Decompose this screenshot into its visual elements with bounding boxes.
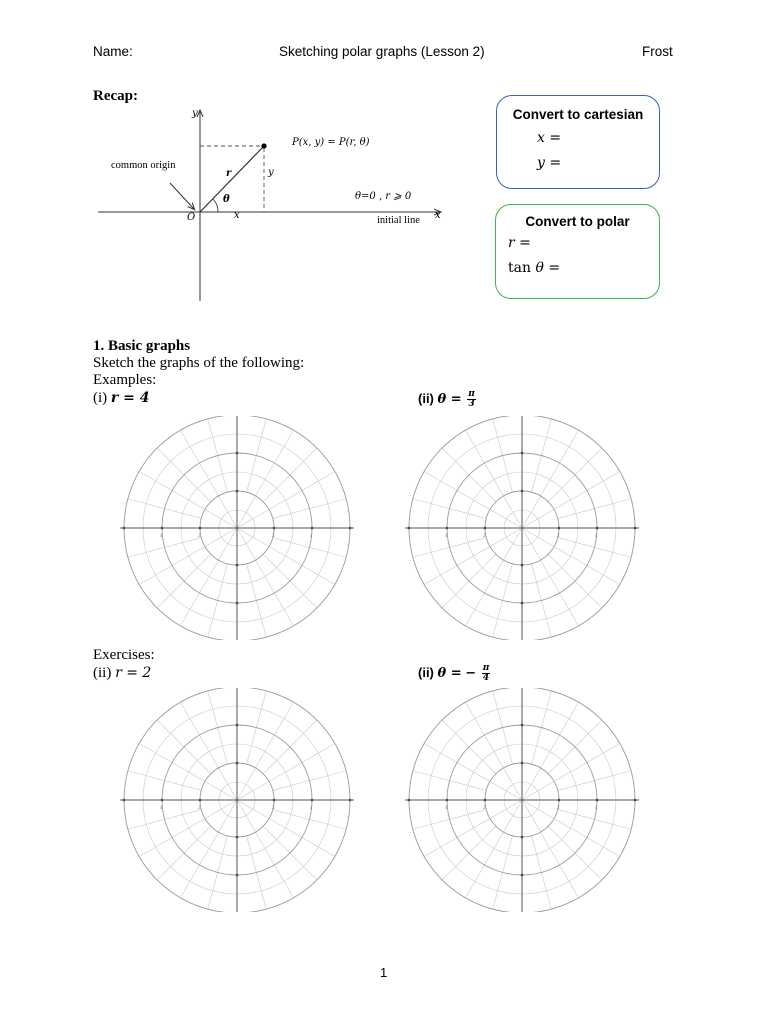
example-i-label: (i) — [93, 390, 108, 406]
example-ii-label: (ii) — [418, 390, 434, 406]
grid-tick — [408, 799, 411, 802]
cartesian-y-equation: y = — [537, 155, 562, 171]
grid-tick — [446, 799, 449, 802]
exercise-ii-b-lhs: θ = — [437, 665, 462, 681]
diagram-x-segment-label: x — [234, 210, 240, 221]
grid-tick — [311, 527, 314, 530]
grid-tick-label: 4 — [310, 806, 313, 811]
grid-spoke — [139, 528, 237, 585]
grid-spoke — [181, 800, 238, 898]
polar-tan-equation — [508, 260, 560, 276]
page-title: Sketching polar graphs (Lesson 2) — [279, 44, 485, 59]
grid-spoke — [522, 430, 579, 528]
grid-tick — [521, 452, 524, 455]
grid-tick — [236, 724, 239, 727]
recap-heading: Recap: — [93, 88, 138, 104]
grid-spoke — [424, 528, 522, 585]
example-ii — [418, 390, 476, 409]
grid-tick — [236, 452, 239, 455]
grid-spoke — [522, 800, 579, 898]
grid-tick-label: 2 — [483, 806, 486, 811]
example-i-expression: r = 4 — [110, 390, 150, 406]
grid-tick — [521, 724, 524, 727]
grid-tick-label: 2 — [483, 534, 486, 539]
grid-spoke — [237, 800, 294, 898]
grid-tick — [199, 527, 202, 530]
grid-spoke — [466, 800, 523, 898]
grid-tick — [634, 799, 637, 802]
diagram-origin-label: O — [187, 212, 196, 223]
grid-spoke — [237, 472, 335, 529]
exercise-ii-b-denominator: 4 — [482, 673, 490, 683]
example-ii-denominator: 3 — [468, 399, 475, 409]
grid-tick-label: 4 — [160, 806, 163, 811]
polar-grid-2 — [405, 416, 639, 640]
grid-tick — [349, 527, 352, 530]
grid-tick — [521, 490, 524, 493]
grid-spoke — [424, 472, 522, 529]
grid-tick — [236, 602, 239, 605]
grid-spoke — [181, 528, 238, 626]
grid-tick-label: 4 — [160, 534, 163, 539]
grid-tick — [558, 799, 561, 802]
grid-tick-label: 2 — [272, 806, 275, 811]
grid-tick — [349, 799, 352, 802]
grid-spoke — [139, 744, 237, 801]
grid-tick — [311, 799, 314, 802]
grid-spoke — [181, 702, 238, 800]
grid-tick — [161, 527, 164, 530]
polar-r-equation: r = — [508, 235, 531, 251]
grid-tick — [273, 527, 276, 530]
grid-spoke — [522, 472, 620, 529]
grid-spoke — [466, 430, 523, 528]
author-label: Frost — [642, 44, 673, 59]
instruction-text: Sketch the graphs of the following: — [93, 355, 305, 371]
exercise-ii-b-fraction — [482, 664, 491, 683]
grid-spoke — [139, 472, 237, 529]
convert-to-cartesian-box — [496, 95, 660, 189]
grid-tick — [408, 527, 411, 530]
name-label: Name: — [93, 44, 133, 59]
polar-grid-1 — [120, 416, 354, 640]
grid-tick — [521, 874, 524, 877]
grid-tick — [236, 836, 239, 839]
tan-function: tan — [508, 260, 531, 276]
grid-tick — [123, 799, 126, 802]
grid-tick-label: 4 — [595, 806, 598, 811]
polar-grid-3 — [120, 688, 354, 912]
page-number: 1 — [380, 965, 388, 980]
grid-spoke — [237, 744, 335, 801]
grid-spoke — [181, 430, 238, 528]
grid-tick — [634, 527, 637, 530]
grid-spoke — [522, 702, 579, 800]
exercise-ii-b-sign: − — [465, 665, 477, 681]
example-i — [93, 390, 150, 407]
grid-tick — [484, 527, 487, 530]
grid-tick — [236, 874, 239, 877]
convert-to-polar-box — [495, 204, 660, 299]
exercise-ii-b — [418, 664, 490, 683]
grid-spoke — [522, 528, 579, 626]
diagram-theta-label: θ — [223, 194, 230, 205]
grid-tick — [199, 799, 202, 802]
grid-tick-label: 4 — [445, 534, 448, 539]
grid-spoke — [424, 800, 522, 857]
grid-spoke — [237, 528, 294, 626]
section-heading: 1. Basic graphs — [93, 338, 191, 354]
grid-tick — [236, 762, 239, 765]
grid-tick-label: 4 — [445, 806, 448, 811]
grid-tick — [596, 799, 599, 802]
cartesian-x-equation: x = — [537, 130, 562, 146]
grid-spoke — [522, 744, 620, 801]
grid-spoke — [522, 528, 620, 585]
exercise-ii-a-expression: r = 2 — [115, 665, 152, 681]
tan-theta: θ = — [535, 260, 561, 276]
grid-tick — [521, 836, 524, 839]
grid-tick — [123, 527, 126, 530]
diagram-r-label: r — [226, 168, 232, 179]
grid-tick — [521, 762, 524, 765]
grid-tick — [558, 527, 561, 530]
grid-tick — [484, 799, 487, 802]
grid-tick — [521, 602, 524, 605]
diagram-y-axis-label: y — [192, 108, 198, 119]
exercise-ii-b-label: (ii) — [418, 664, 434, 680]
grid-spoke — [466, 702, 523, 800]
diagram-initial-line-label: initial line — [377, 215, 420, 226]
polar-coordinates-diagram — [90, 105, 450, 305]
diagram-y-segment-label: y — [268, 167, 274, 178]
polar-grid-4 — [405, 688, 639, 912]
grid-spoke — [237, 430, 294, 528]
example-ii-lhs: θ = — [437, 391, 462, 407]
exercises-label: Exercises: — [93, 647, 155, 663]
diagram-point-label: P(x, y) = P(r, θ) — [292, 137, 370, 148]
grid-tick-label: 2 — [272, 534, 275, 539]
grid-tick-label: 2 — [198, 806, 201, 811]
grid-spoke — [424, 744, 522, 801]
grid-spoke — [237, 702, 294, 800]
examples-label: Examples: — [93, 372, 157, 388]
grid-spoke — [237, 800, 335, 857]
grid-tick — [273, 799, 276, 802]
grid-tick-label: 4 — [595, 534, 598, 539]
grid-tick — [236, 564, 239, 567]
diagram-common-origin-label: common origin — [111, 160, 176, 171]
grid-tick — [596, 527, 599, 530]
grid-spoke — [522, 800, 620, 857]
grid-tick-label: 4 — [310, 534, 313, 539]
grid-tick-label: 2 — [557, 806, 560, 811]
example-ii-numerator: π — [468, 389, 475, 399]
grid-spoke — [466, 528, 523, 626]
grid-tick — [161, 799, 164, 802]
grid-tick — [521, 564, 524, 567]
diagram-condition-label: θ=0 , r ⩾ 0 — [355, 191, 412, 202]
diagram-x-axis-label: x — [435, 210, 441, 221]
convert-to-polar-title: Convert to polar — [525, 214, 630, 229]
exercise-ii-a — [93, 665, 151, 682]
grid-spoke — [237, 528, 335, 585]
grid-tick-label: 2 — [198, 534, 201, 539]
exercise-ii-b-numerator: π — [482, 663, 490, 673]
convert-to-cartesian-title: Convert to cartesian — [512, 107, 644, 122]
grid-tick — [236, 490, 239, 493]
example-ii-fraction — [467, 390, 476, 409]
grid-spoke — [139, 800, 237, 857]
exercise-ii-a-label: (ii) — [93, 665, 112, 681]
grid-tick — [446, 527, 449, 530]
grid-tick-label: 2 — [557, 534, 560, 539]
